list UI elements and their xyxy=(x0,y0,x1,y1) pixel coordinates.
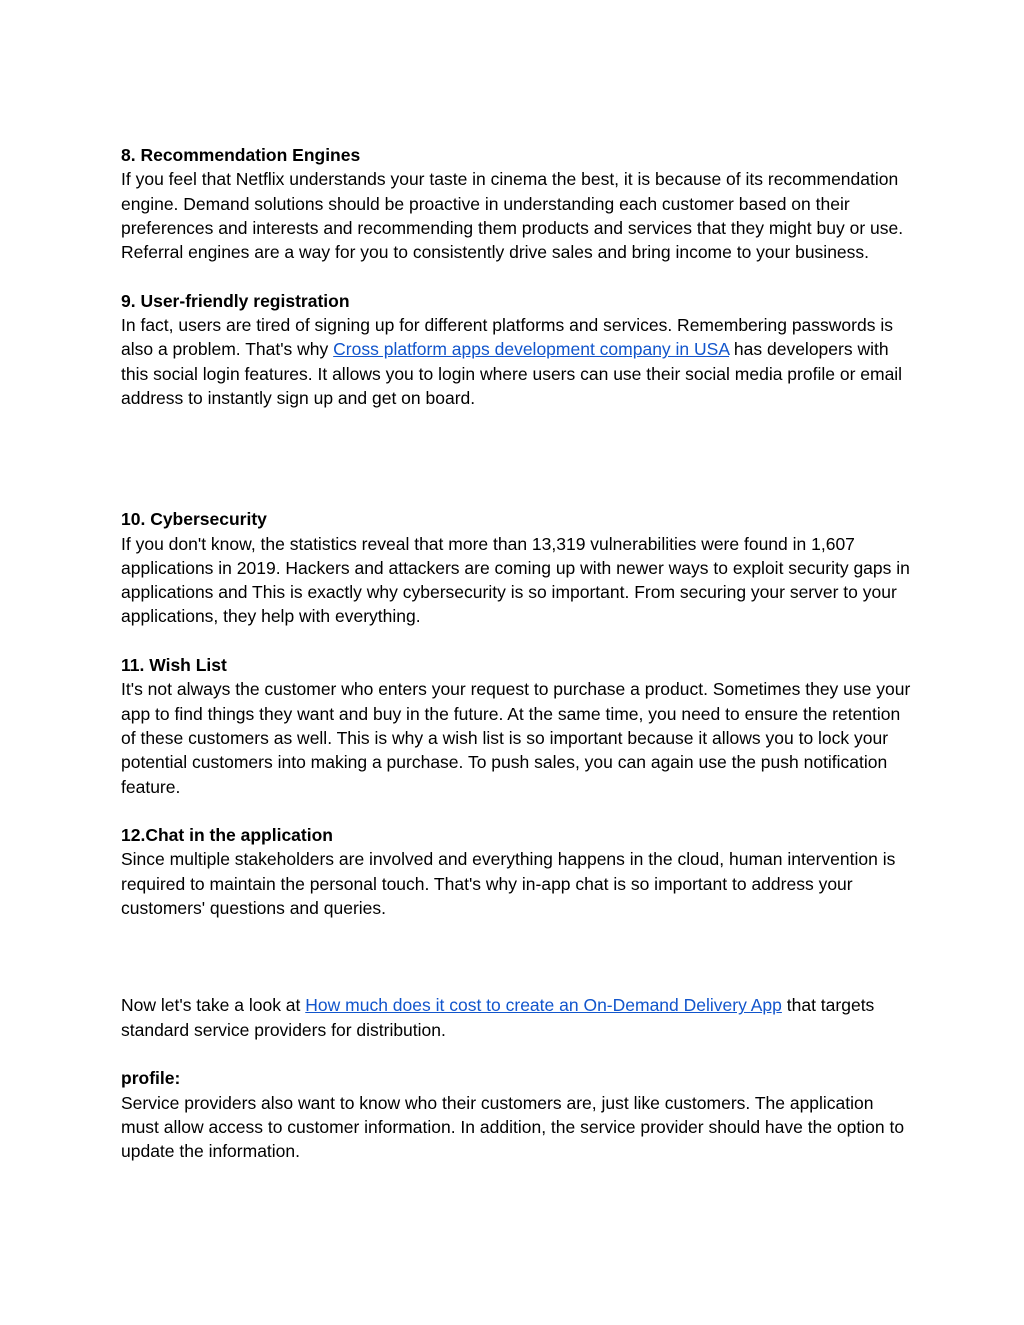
section-heading: profile: xyxy=(121,1068,181,1089)
section-body: It's not always the customer who enters your request to purchase a product. Sometimes they use your app to find things they want and buy in the future. At the same time, you need to ensure the retention of these customers as well. This is why a wish list is so important because it allows you to lock your potential customers into making a purchase. To push sales, you can again use the push notification feature. xyxy=(121,679,911,797)
section-body xyxy=(121,993,911,1042)
section-heading: 8. Recommendation Engines xyxy=(121,145,361,165)
section-body: Service providers also want to know who their customers are, just like customers. The application must allow access to customer information. In addition, the service provider should have the option to update the information. xyxy=(121,1092,905,1162)
section-wish-list xyxy=(121,653,911,799)
section-cost-intro xyxy=(121,993,911,1042)
section-heading: 12.Chat in the application xyxy=(121,825,333,846)
cross-platform-apps-link[interactable]: Cross platform apps development company in USA xyxy=(333,339,730,360)
delivery-app-cost-link[interactable]: How much does it cost to create an On-Demand Delivery App xyxy=(305,995,782,1016)
section-body: Since multiple stakeholders are involved and everything happens in the cloud, human intervention is required to maintain the personal touch. That's why in-app chat is so important to address your customers' questions and queries. xyxy=(121,849,896,919)
section-user-friendly-registration xyxy=(121,289,911,410)
document-page xyxy=(121,143,911,1163)
section-heading: 9. User-friendly registration xyxy=(121,290,350,311)
section-body: If you don't know, the statistics reveal that more than 13,319 vulnerabilities were found in 1,607 applications in 2019. Hackers and attackers are coming up with newer ways to exploit security gaps in applications and This is exactly why cybersecurity is so important. From securing your server to your applications, they help with everything. xyxy=(121,533,910,627)
section-cybersecurity xyxy=(121,507,911,628)
section-chat-in-application xyxy=(121,823,911,920)
section-profile xyxy=(121,1066,911,1163)
section-body: If you feel that Netflix understands your taste in cinema the best, it is because of its recommendation engine. Demand solutions should be proactive in understanding each customer based on their preferences and interests and recommending them products and services that they might buy or use. Referral engines are a way for you to consistently drive sales and bring income to your business. xyxy=(121,169,904,263)
section-body xyxy=(121,313,911,410)
section-heading: 10. Cybersecurity xyxy=(121,509,267,530)
section-recommendation-engines xyxy=(121,143,911,264)
body-text-before-link: Now let's take a look at xyxy=(121,995,306,1016)
body-text-before-link: In fact, users are tired of signing up for different platforms and services. Remembering passwords is also a problem. That's why xyxy=(121,315,893,360)
body-text-after-link: that targets standard service providers for distribution. xyxy=(121,995,875,1040)
section-heading: 11. Wish List xyxy=(121,655,227,676)
body-text-after-link: has developers with this social login features. It allows you to login where users can use their social media profile or email address to instantly sign up and get on board. xyxy=(121,339,903,408)
